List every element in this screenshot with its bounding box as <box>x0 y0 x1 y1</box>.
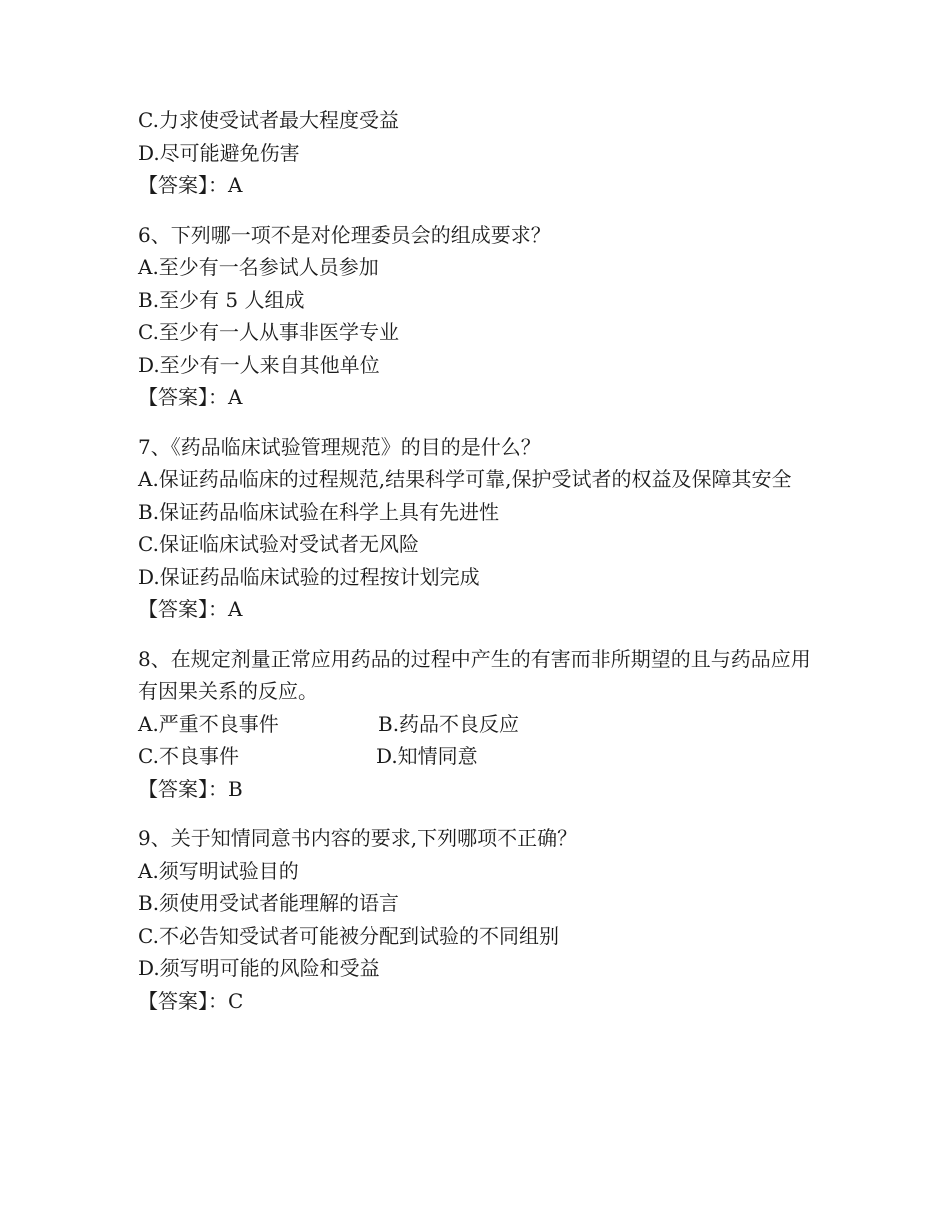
answer: 【答案】：B <box>138 776 243 801</box>
option-b: B.至少有 5 人组成 <box>138 287 305 312</box>
options-row-2 <box>138 740 818 773</box>
option-a: A.保证药品临床的过程规范,结果科学可靠,保护受试者的权益及保障其安全 <box>138 467 792 491</box>
question-stem: 8、在规定剂量正常应用药品的过程中产生的有害而非所期望的且与药品应用有因果关系的反应。 <box>138 646 811 703</box>
question-stem: 9、关于知情同意书内容的要求,下列哪项不正确？ <box>138 826 578 850</box>
option-b: B.保证药品临床试验在科学上具有先进性 <box>138 499 500 524</box>
answer: 【答案】：C <box>138 988 244 1013</box>
option-a: A.须写明试验目的 <box>138 858 299 883</box>
option-b: B.须使用受试者能理解的语言 <box>138 891 400 915</box>
answer: 【答案】：A <box>138 597 243 621</box>
option-a: A.严重不良事件 <box>138 711 279 736</box>
options-row-1 <box>138 708 818 741</box>
option-c: C.不良事件 <box>138 744 239 768</box>
option-b: B.药品不良反应 <box>378 711 520 736</box>
answer: 【答案】：A <box>138 385 243 409</box>
document-page <box>138 104 818 1017</box>
question-stem: 7、《药品临床试验管理规范》的目的是什么？ <box>138 434 541 459</box>
answer: 【答案】：A <box>138 173 243 197</box>
option-d: D.尽可能避免伤害 <box>138 140 300 165</box>
question-9 <box>138 822 818 1017</box>
option-a: A.至少有一名参试人员参加 <box>138 255 379 279</box>
option-d: D.至少有一人来自其他单位 <box>138 352 380 377</box>
question-7 <box>138 431 818 626</box>
question-5-tail <box>138 104 818 202</box>
option-c: C.力求使受试者最大程度受益 <box>138 108 399 132</box>
option-c: C.至少有一人从事非医学专业 <box>138 320 399 344</box>
question-8 <box>138 643 818 806</box>
question-6 <box>138 219 818 414</box>
option-d: D.保证药品临床试验的过程按计划完成 <box>138 564 480 589</box>
option-d: D.须写明可能的风险和受益 <box>138 956 380 980</box>
option-c: C.保证临床试验对受试者无风险 <box>138 532 419 556</box>
question-stem: 6、下列哪一项不是对伦理委员会的组成要求？ <box>138 222 551 247</box>
option-d: D.知情同意 <box>376 744 478 768</box>
option-c: C.不必告知受试者可能被分配到试验的不同组别 <box>138 923 559 948</box>
